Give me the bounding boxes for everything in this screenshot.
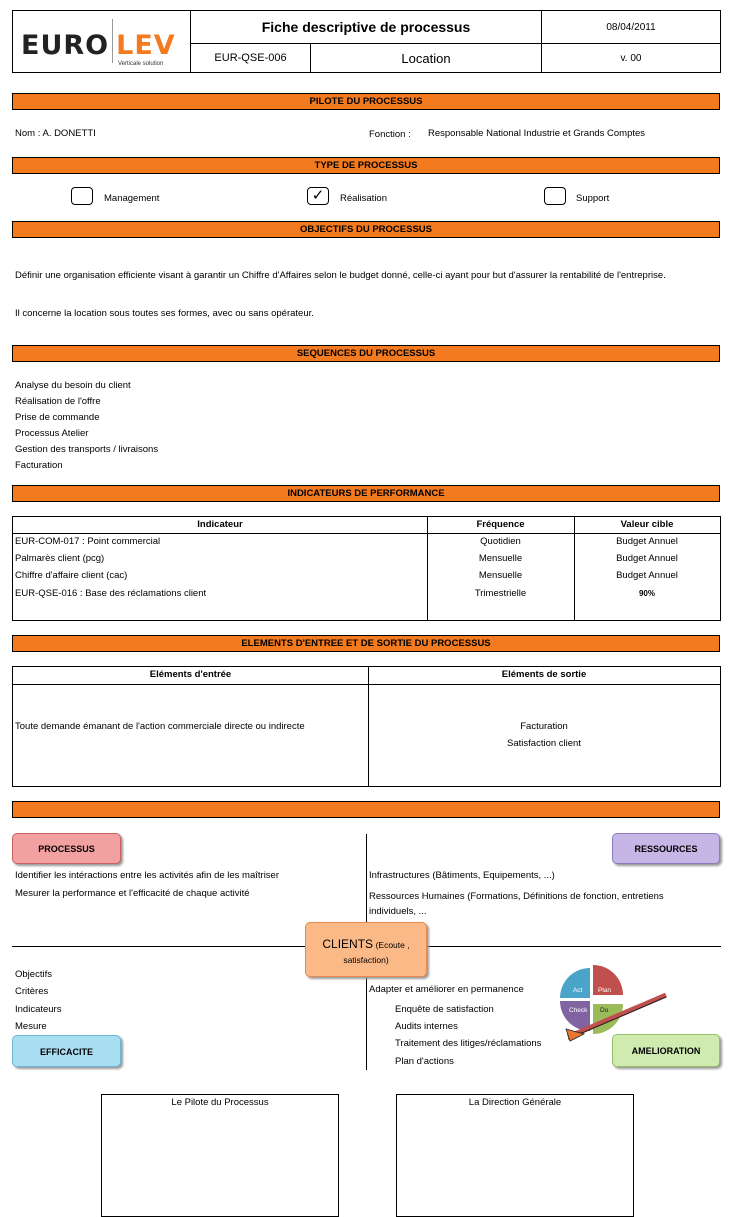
- pilote-fonction-value: Responsable National Industrie et Grands Comptes: [428, 128, 646, 139]
- logo-lev: LEV: [116, 30, 176, 62]
- entree-text: Toute demande émanant de l'action commerciale directe ou indirecte: [15, 721, 305, 732]
- col-divider: [427, 517, 428, 620]
- header-entree: Eléments d'entrée: [149, 669, 232, 680]
- section-elements: ELEMENTS D'ENTREE ET DE SORTIE DU PROCESSUS: [12, 635, 720, 652]
- header-valeur-cible: Valeur cible: [620, 519, 674, 530]
- checkbox-management[interactable]: [71, 187, 93, 205]
- pilote-nom: Nom : A. DONETTI: [15, 128, 96, 139]
- checkbox-realisation[interactable]: ✓: [307, 187, 329, 205]
- sequence-item: Prise de commande: [15, 412, 100, 423]
- label-management: Management: [104, 193, 160, 204]
- label-realisation: Réalisation: [340, 193, 387, 204]
- efficacite-list: [15, 966, 61, 1035]
- logo-euro: EURO: [21, 30, 110, 62]
- cell-frequence: Quotidien: [480, 536, 521, 547]
- header-sortie: Eléments de sortie: [501, 669, 587, 680]
- amelioration-title: Adapter et améliorer en permanence: [369, 984, 524, 995]
- signature-pilote-box[interactable]: [101, 1094, 339, 1217]
- section-objectifs: OBJECTIFS DU PROCESSUS: [12, 221, 720, 238]
- pdca-check-label: Check: [569, 1007, 588, 1014]
- header-frequence: Fréquence: [476, 519, 525, 530]
- sortie-item: Satisfaction client: [507, 738, 581, 749]
- cell-frequence: Mensuelle: [478, 570, 523, 581]
- pdca-check-quadrant: [560, 1001, 590, 1031]
- checkbox-support[interactable]: [544, 187, 566, 205]
- ressources-button[interactable]: RESSOURCES: [612, 833, 720, 864]
- cell-valeur: Budget Annuel: [616, 553, 678, 564]
- header-indicateur: Indicateur: [197, 519, 243, 530]
- efficacite-button[interactable]: EFFICACITE: [12, 1035, 121, 1067]
- amelioration-item: Plan d'actions: [395, 1055, 454, 1067]
- ressources-item: Infrastructures (Bâtiments, Equipements, ...): [369, 870, 555, 881]
- logo-divider: [112, 19, 113, 63]
- cell-frequence: Trimestrielle: [474, 588, 527, 599]
- pdca-plan-label: Plan: [598, 987, 612, 994]
- efficacite-item: Indicateurs: [15, 1003, 62, 1015]
- label-support: Support: [576, 193, 610, 204]
- cell-valeur: Budget Annuel: [616, 536, 678, 547]
- section-sequences: SEQUENCES DU PROCESSUS: [12, 345, 720, 362]
- processus-item: Identifier les intéractions entre les activités afin de les maîtriser: [15, 870, 280, 881]
- pdca-act-label: Act: [573, 987, 583, 994]
- elements-table: [12, 666, 721, 787]
- efficacite-item: Critères: [15, 986, 49, 998]
- cell-indicateur: Chiffre d'affaire client (cac): [15, 570, 128, 581]
- sortie-item: Facturation: [520, 721, 568, 732]
- sequences-list: [15, 378, 158, 474]
- amelioration-item: Audits internes: [395, 1021, 458, 1033]
- amelioration-button[interactable]: AMELIORATION: [612, 1034, 720, 1067]
- clients-main: CLIENTS: [322, 937, 374, 951]
- efficacite-item: Objectifs: [15, 969, 52, 980]
- sequence-item: Réalisation de l'offre: [15, 396, 101, 407]
- section-indicateurs: INDICATEURS DE PERFORMANCE: [12, 485, 720, 502]
- pilote-fonction-label: Fonction :: [369, 129, 411, 140]
- section-empty-bar: [12, 801, 720, 818]
- pdca-wheel-icon: [556, 965, 671, 1045]
- header: [12, 10, 721, 73]
- process-name: Location: [311, 44, 542, 73]
- sequence-item: Facturation: [15, 460, 63, 471]
- processus-button[interactable]: PROCESSUS: [12, 833, 121, 864]
- signature-direction-label: La Direction Générale: [468, 1097, 562, 1108]
- cell-indicateur: EUR-QSE-016 : Base des réclamations client: [15, 588, 207, 599]
- clients-sub2: satisfaction): [343, 955, 389, 965]
- doc-title: Fiche descriptive de processus: [191, 11, 542, 44]
- objectifs-p2: Il concerne la location sous toutes ses formes, avec ou sans opérateur.: [15, 308, 314, 319]
- pdca-do-label: Do: [600, 1007, 609, 1014]
- col-divider: [574, 517, 575, 620]
- elements-header-row: [13, 667, 720, 685]
- logo-cell: [13, 11, 191, 73]
- clients-box[interactable]: [305, 922, 427, 977]
- amelioration-list: [395, 1001, 541, 1070]
- signature-direction-box[interactable]: [396, 1094, 634, 1217]
- logo-tagline: Verticale solution: [118, 61, 164, 67]
- efficacite-item: Mesure: [15, 1020, 47, 1032]
- processus-item: Mesurer la performance et l'efficacité de chaque activité: [15, 888, 250, 899]
- amelioration-item: Traitement des litiges/réclamations: [395, 1038, 542, 1050]
- objectifs-p1: Définir une organisation efficiente visant à garantir un Chiffre d'Affaires selon le budget donné, celle-ci ayant pour but d'assurer la rentabilité de l'entreprise.: [15, 270, 666, 281]
- cell-indicateur: Palmarès client (pcg): [15, 553, 105, 564]
- ressources-item: Ressources Humaines (Formations, Définitions de fonction, entretiens individuels, ...: [369, 891, 664, 917]
- doc-version: v. 00: [542, 44, 721, 73]
- signature-pilote-label: Le Pilote du Processus: [171, 1097, 269, 1108]
- amelioration-item: Enquête de satisfaction: [395, 1004, 494, 1015]
- indicateurs-header-row: [13, 517, 720, 534]
- cell-indicateur: EUR-COM-017 : Point commercial: [15, 536, 161, 547]
- section-pilote: PILOTE DU PROCESSUS: [12, 93, 720, 110]
- sequence-item: Processus Atelier: [15, 428, 89, 439]
- sequence-item: Gestion des transports / livraisons: [15, 444, 159, 455]
- indicateurs-table: [12, 516, 721, 621]
- cell-valeur: 90%: [638, 589, 655, 598]
- cell-valeur: Budget Annuel: [616, 570, 678, 581]
- doc-ref: EUR-QSE-006: [191, 44, 311, 73]
- section-type: TYPE DE PROCESSUS: [12, 157, 720, 174]
- sequence-item: Analyse du besoin du client: [15, 380, 131, 391]
- clients-sub1: (Ecoute ,: [375, 940, 410, 950]
- cell-frequence: Mensuelle: [478, 553, 523, 564]
- doc-date: 08/04/2011: [542, 11, 721, 44]
